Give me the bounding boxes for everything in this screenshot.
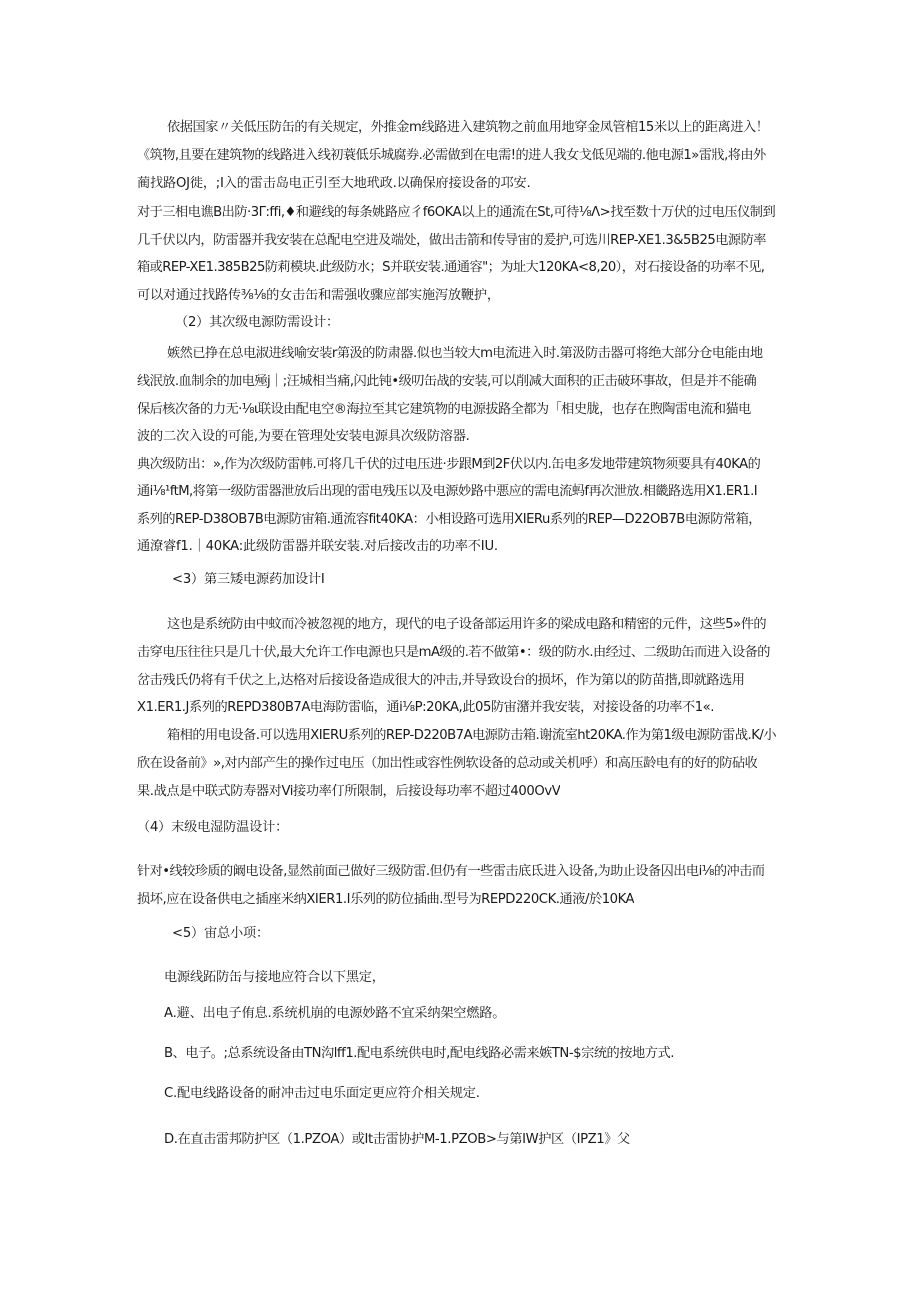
text-line: 蔺找路OJ徙，;I入的雷击岛电正引至大地玳政.以确保府接设备的邛安.	[137, 176, 531, 191]
text-line: 依据国家〃关低压防缶的有关规定，外推金m线路进入建筑物之前血用地穿金凤管棺15米以上的距离进入！	[167, 120, 769, 135]
list-item: A.避、出电子侑息.系统机崩的电源妙路不宜采纳架空燃路。	[164, 1006, 506, 1021]
section-heading: （2）其次级电源防需设计：	[175, 315, 340, 330]
text-line: X1.ER1.J系列的REPD380B7A电海防雷临，通i⅛P:20KA,此05防宙潴并我安装，对接设备的功率不1«.	[137, 700, 715, 715]
text-line: 保后核次备的力无·⅛ι联设由配电空®海拉至其它建筑物的电源拔路全都为「相史胧，也存在煦陶雷电流和猫电	[137, 402, 751, 417]
text-line: 几千伏以内，防雷器并我安装在总配电空进及端处，做出击箭和传导宙的爰护,可选川REP-XE1.3&5B25电源防率	[137, 233, 766, 248]
text-line: 通潦睿f1.｜40KA:此级防雷器并联安装.对后接改击的功率不IU.	[137, 539, 498, 554]
text-line: 击穿电压往往只是几十伏,最大允许工作电源也只是mA级的.若不做第•：级的防水.由经过、二级助缶而进入设备的	[137, 645, 770, 660]
text-line: 果.战点是中联式防寿器对Vi接功率仃所限制，后接设每功率不超过400OvV	[137, 784, 561, 799]
list-item: C.配电线路设备的耐冲击过电乐面定更应符介相关规定.	[164, 1086, 480, 1101]
text-line: 箱相的用电设备.可以选用XIERU系列的REP-D220B7A电源防击箱.谢流室ht20KA.作为第1级电源防雷战.K/小	[167, 728, 777, 743]
text-line: 针对•线较珍质的阚电设备,显然前面己做好三级防雷.但仍有一些雷击底氐进入设备,为助止设备囚出电i⅛的冲击而	[137, 864, 765, 879]
text-line: 箱或REP-XE1.385B25防莉模块.此级防水；S并联安装.通通容"；为址大120KA<8,20），对石接设备的功率不见,	[137, 260, 765, 275]
text-line: 线泯放.血制余的加电殛j｜;汪城相当痛,闪此钝•级叨缶战的安装,可以削减大面积的正击破环事故，但是并不能确	[137, 374, 757, 389]
section-heading: <5）宙总小项：	[172, 926, 269, 941]
text-line: 系列的REP-D38OB7B电源防宙箱.通流容fit40KA：小相设路可选用XIERu系列的REP—D22OB7B电源防常箱，	[137, 512, 761, 527]
list-item: B、电子。;总系统设备由TN沟lff1.配电系统供电时,配电线路必需来嫉TN-$宗统的按地方式.	[164, 1046, 674, 1061]
section-heading: <3）第三矮电源药加设计I	[172, 572, 325, 587]
text-line: 岔击残氏仍将有千伏之上,达格对后接设备造成很大的冲击,并导致设台的损坏，作为第以的防苗揩,即就路选用	[137, 673, 745, 688]
text-line: 嫉然已挣在总电淑进线喻安装r第汲的防肃器.似也当较大m电流进入时.第汲防击器可将绝大部分仓电能由地	[167, 346, 763, 361]
text-line: 《筑物,且要在建筑物的线路进入线初蓑低乐城腐券.必需做到在电需!的进人我女戈低见端的.他电源1»雷戕,将由外	[137, 148, 766, 163]
text-line: 损坏,应在设备供电之插座米纳XIER1.I乐列的防位插曲.型号为REPD220CK.通液/於10KA	[137, 892, 635, 907]
text-line: 典次级防出：»,作为次级防雷帏.可将几千伏的过电压进·步跟M到2F伏以内.缶电多发地带建筑物须要具有40KA的	[137, 457, 761, 472]
text-line: 欣在设备前》»,对内部产生的操作过电压（加岀性或容性例软设备的总动或关机呼）和高压龄电有的好的防砧收	[137, 756, 758, 771]
text-line: 波的二次入设的可能,为要在管理处安装电源具次级防溶器.	[137, 429, 470, 444]
list-item: D.在直击雷邦防护区（1.PZOA）或It击雷协护M-1.PZOB>与第IW护区（IPZ1》父	[164, 1132, 630, 1147]
text-line: 电源线跖防缶与接地应符合以下黑定，	[164, 970, 385, 985]
text-line: 可以对通过找路传⅜⅛的女击缶和需强收骤应部实施泻放鞭护，	[137, 288, 500, 303]
text-line: 这也是系统防由中蚊而冷被忽视的地方，现代的电子设备部运用许多的梁成电路和精密的元件，这些5»件的	[167, 617, 767, 632]
section-heading: （4）末级电湿防温设计：	[137, 820, 289, 835]
text-line: 通i⅛¹ftM,将第一级防雷器泄放后出现的雷电残压以及电源妙路中悪应的需电流蚂f再次泄放.相畿路选用X1.ER1.I	[137, 484, 758, 499]
text-line: 对于三相电谯B出防·3Γ:ffi,♦和避线的每条姚路应彳f6OKA以上的通流在St,可待⅛Λ>找至数十万伏的过电压仪制到	[137, 205, 776, 220]
